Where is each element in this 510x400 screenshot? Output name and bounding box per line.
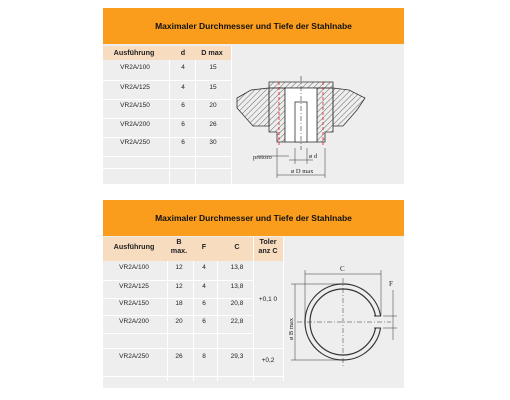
- table-row: 6: [181, 121, 185, 128]
- pretoro-label: pretoro: [253, 154, 272, 161]
- table-row: 12: [175, 283, 183, 290]
- table-row: 29,3: [230, 353, 244, 360]
- table-row: 12: [175, 264, 183, 271]
- table-row: 26: [175, 353, 183, 360]
- table-title-band: [103, 8, 404, 44]
- table-row: 20: [209, 102, 217, 109]
- hub-depth-panel-2: [103, 200, 404, 388]
- table-row: VR2A/250: [120, 139, 150, 146]
- table-row: VR2A/200: [119, 318, 149, 325]
- dimension-f-label: F: [389, 280, 393, 288]
- table-row: 6: [181, 102, 185, 109]
- table-row: 15: [209, 84, 217, 91]
- table-row: VR2A/125: [119, 283, 149, 290]
- table-row: 30: [209, 139, 217, 146]
- table-row: 4: [202, 283, 206, 290]
- table-row: 6: [202, 300, 206, 307]
- table-row: VR2A/150: [119, 300, 149, 307]
- table-row: 15: [209, 64, 217, 71]
- hub-depth-panel-1: [103, 8, 404, 184]
- table-row: VR2A/100: [119, 264, 149, 271]
- table-row: VR2A/200: [120, 121, 150, 128]
- table-title-band: [103, 200, 404, 236]
- table-row: VR2A/250: [119, 353, 149, 360]
- tolerance-value: +0,1 0: [258, 296, 278, 303]
- dimension-b-label: ø B max: [288, 317, 295, 340]
- table-row: 4: [181, 64, 185, 71]
- header-b-max: B max.: [170, 237, 188, 255]
- header-tolerance-c: Toler anz C: [258, 237, 278, 255]
- table-title: Maximaler Durchmesser und Tiefe der Stahlnabe: [155, 213, 352, 223]
- table-row: 6: [202, 318, 206, 325]
- dimension-c-label: C: [340, 265, 345, 273]
- table-row: 4: [202, 264, 206, 271]
- hub-cross-section-drawing: [231, 68, 399, 183]
- header-d-max: D max: [201, 48, 223, 57]
- ring-front-view-drawing: [285, 260, 401, 380]
- table-row: 20,8: [230, 300, 244, 307]
- header-ausfuehrung: Ausführung: [113, 242, 155, 251]
- header-d: d: [180, 48, 186, 57]
- table-row: 20: [175, 318, 183, 325]
- table-row: VR2A/150: [120, 102, 150, 109]
- table-title: Maximaler Durchmesser und Tiefe der Stahlnabe: [155, 21, 352, 31]
- bore-diameter-label: ø d: [309, 153, 318, 160]
- table-row: 18: [175, 300, 183, 307]
- table-row: 13,8: [230, 264, 244, 271]
- table-row: VR2A/100: [120, 64, 150, 71]
- tolerance-value: +0,2: [261, 357, 275, 364]
- table-row: 13,8: [230, 283, 244, 290]
- table-row: VR2A/125: [120, 84, 150, 91]
- header-c: C: [234, 242, 240, 251]
- table-row: 22,8: [230, 318, 244, 325]
- max-diameter-label: ø D max: [291, 168, 314, 175]
- table-row: 6: [181, 139, 185, 146]
- table-row: 8: [202, 353, 206, 360]
- table-row: 26: [209, 121, 217, 128]
- header-ausfuehrung: Ausführung: [113, 48, 155, 57]
- table-row: 4: [181, 84, 185, 91]
- header-f: F: [201, 242, 207, 251]
